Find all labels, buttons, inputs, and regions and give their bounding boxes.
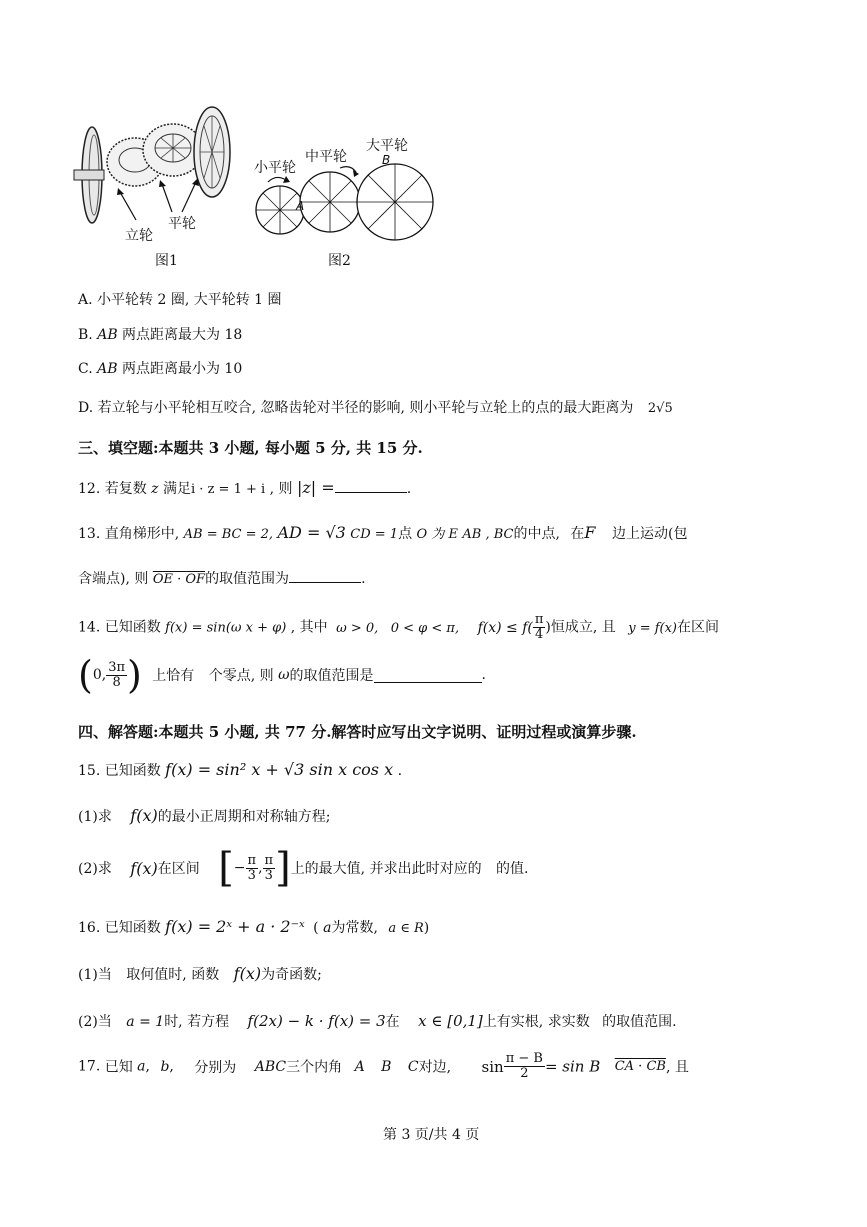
q15-p2-text3: 的值. (496, 861, 529, 877)
q15-p2-text2: 上的最大值, 并求出此时对应的 (290, 861, 482, 877)
option-b-label: B. (78, 327, 98, 343)
s3-mid2: 分, 共 (325, 439, 377, 457)
q14-func: f(x) = sin(ω x + φ) (165, 620, 287, 636)
question-15-part-1 (78, 806, 330, 826)
question-16-part-2 (78, 1011, 677, 1031)
mid-wheel (300, 172, 360, 232)
q14-phi-cond: 0 < φ < π, (390, 620, 460, 636)
q13-text2: 点 (398, 526, 413, 542)
q17-sin-post: = sin B (544, 1057, 601, 1076)
q16-a: a (323, 920, 332, 936)
q14-end: . (481, 667, 486, 683)
question-13-line2 (78, 568, 366, 588)
q14-text1: 已知函数 (100, 619, 161, 636)
q17-B: B (381, 1058, 392, 1075)
s4-total: 77 (285, 723, 306, 741)
s3-total: 15 (376, 439, 398, 457)
q15-hi-num: π (264, 852, 274, 868)
q14-yfx: y = f(x) (628, 620, 678, 636)
q15-num: 15. (78, 763, 101, 779)
q17-text3: 三个内角 (286, 1059, 343, 1076)
q12-z: z (151, 481, 159, 497)
q14-pi: π (534, 612, 544, 627)
q17-a: a (137, 1058, 146, 1075)
q13-ab-bc2: AB , BC (462, 527, 514, 542)
q14-num: 14. (78, 619, 101, 636)
q15-lo-den: 3 (247, 867, 256, 883)
s4-end: 分.解答时应写出文字说明、证明过程或演算步骤. (305, 723, 637, 741)
label-large-wheel: 大平轮 (366, 138, 408, 154)
q17-vec: CA · CB (614, 1059, 666, 1074)
q16-p2-text1: 时, 若方程 (164, 1014, 230, 1030)
q15-close-bracket: ] (275, 845, 291, 891)
option-c-ab: AB (97, 361, 118, 377)
q13-text3: 的中点, (513, 526, 560, 542)
q17-sin-frac (504, 1052, 545, 1081)
q17-C: C (407, 1058, 419, 1075)
q14-four: 4 (534, 627, 544, 642)
q15-lo-frac (246, 854, 259, 883)
q14-omega-cond: ω > 0, (336, 620, 379, 636)
q17-b: b (160, 1058, 170, 1075)
point-b: B (382, 153, 391, 167)
q16-p1-text1: 取何值时, 函数 (126, 967, 220, 983)
q14-text7: 的取值范围是 (289, 668, 374, 684)
q14-omega: ω (278, 667, 290, 683)
option-c (78, 358, 242, 378)
q13-text1: 直角梯形中, (100, 526, 180, 542)
figure-1-caption: 图1 (155, 253, 178, 269)
q17-sin-pre: sin (481, 1057, 504, 1076)
section-3-heading (78, 437, 423, 458)
q15-end: . (393, 763, 403, 779)
q16-func: f(x) = 2ˣ + a · 2⁻ˣ (165, 917, 305, 936)
q14-pi-over-4 (533, 613, 546, 642)
q14-interval-0: 0, (92, 667, 107, 683)
q14-answer-blank[interactable] (374, 668, 482, 683)
q15-text1: 已知函数 (100, 763, 161, 779)
q16-p1-fx: f(x) (233, 964, 262, 983)
question-14 (78, 613, 719, 642)
q15-p2-fx: f(x) (130, 858, 158, 878)
option-d (78, 397, 673, 417)
q17-num: 17. (78, 1058, 101, 1075)
q15-p2-text1: 在区间 (157, 861, 200, 877)
s3-score: 5 (315, 439, 326, 457)
q13-oe: O 为 E (416, 527, 458, 542)
q12-cond: i · z = 1 + i (191, 482, 266, 497)
q17-text2: 分别为 (194, 1059, 237, 1076)
q16-text2: ( (313, 920, 319, 936)
s3-n: 3 (208, 439, 220, 457)
q13-cd: CD = 1 (350, 527, 399, 542)
question-13 (78, 523, 687, 543)
q16-text4: ) (423, 920, 430, 936)
label-flat-wheel: 平轮 (168, 216, 196, 232)
q13-f: F (584, 523, 596, 542)
q15-p1-fx: f(x) (130, 806, 158, 825)
q13-line2-mid: 的取值范围为 (205, 571, 290, 587)
large-wheel-2 (357, 164, 433, 240)
label-vertical-wheel: 立轮 (125, 228, 153, 244)
page-footer: 第 3 页/共 4 页 (383, 1127, 480, 1143)
q16-text3: 为常数, (331, 920, 378, 936)
s3-end: 分. (397, 439, 423, 457)
q15-comma: , (258, 860, 263, 876)
question-12 (78, 478, 411, 498)
option-d-value: 2√5 (647, 401, 673, 416)
option-b (78, 324, 242, 344)
q13-answer-blank[interactable] (289, 568, 361, 583)
s4-n: 5 (208, 723, 220, 741)
q15-hi-den: 3 (264, 867, 273, 883)
q16-p2-x: x ∈ [0,1] (418, 1012, 483, 1030)
q13-text4: 在 (570, 526, 585, 542)
q16-text1: 已知函数 (100, 920, 161, 936)
q12-end: . (406, 481, 412, 497)
q16-p2-eq: f(2x) − k · f(x) = 3 (247, 1012, 386, 1030)
point-a: A (296, 199, 305, 213)
q12-abs-z: |z| = (296, 478, 335, 497)
q16-p2-text2: 在 (385, 1014, 400, 1030)
q17-sin-den: 2 (520, 1066, 529, 1081)
figure-1-gears (70, 100, 245, 250)
option-b-text: 两点距离最大为 18 (117, 327, 243, 343)
q14-text3: 恒成立, 且 (550, 619, 616, 636)
q12-text1: 若复数 (100, 481, 147, 497)
q16-p2-a: a = 1 (126, 1014, 165, 1030)
option-d-text: D. 若立轮与小平轮相互咬合, 忽略齿轮对半径的影响, 则小平轮与立轮上的点的最大距离为 (78, 400, 634, 416)
label-mid-wheel: 中平轮 (305, 149, 347, 165)
q14-ineq: f(x) ≤ f( (477, 619, 533, 636)
q13-ab-bc: AB = BC = 2, (183, 527, 274, 542)
q16-p2-label: (2)当 (78, 1014, 112, 1030)
q15-hi-frac (263, 854, 276, 883)
q14-ineq-end: ) (545, 619, 551, 636)
q14-open-paren: ( (78, 653, 93, 697)
s3-mid: 小题, 每小题 (219, 439, 316, 457)
question-15-part-2 (78, 845, 529, 891)
q17-A: A (354, 1058, 365, 1075)
q14-interval-den: 8 (112, 674, 121, 690)
q17-text1: 已知 (100, 1059, 133, 1076)
q13-vec: OE · OF (152, 572, 206, 587)
q14-text6: 个零点, 则 (208, 668, 274, 684)
q13-line2-end: . (361, 571, 366, 587)
q16-p2-text3: 上有实根, 求实数 (482, 1014, 590, 1030)
q14-interval-num: 3π (108, 659, 126, 675)
q13-ad: AD = √3 (277, 523, 346, 542)
q15-lo-num: π (247, 852, 257, 868)
q15-p1-label: (1)求 (78, 809, 112, 825)
label-small-wheel: 小平轮 (254, 160, 296, 176)
question-16 (78, 917, 429, 937)
q14-interval-frac (106, 661, 127, 690)
q12-num: 12. (78, 481, 101, 497)
question-15 (78, 760, 402, 780)
q15-open-bracket: [ (218, 845, 234, 891)
q17-sin-num: π − B (505, 1051, 543, 1066)
q16-p2-text4: 的取值范围. (602, 1014, 677, 1030)
q16-num: 16. (78, 920, 101, 936)
q12-answer-blank[interactable] (335, 478, 407, 493)
q14-close-paren: ) (127, 653, 142, 697)
q13-line2-pre: 含端点), 则 (78, 571, 149, 587)
q13-num: 13. (78, 526, 101, 542)
section-4-heading (78, 721, 637, 742)
q15-p2-label: (2)求 (78, 861, 112, 877)
q17-abc: ABC (254, 1058, 287, 1075)
question-14-line2 (78, 653, 486, 697)
s3-pre: 三、填空题:本题共 (78, 439, 209, 457)
q15-p1-text: 的最小正周期和对称轴方程; (157, 809, 331, 825)
q16-p1-text2: 为奇函数; (261, 967, 322, 983)
q16-cond: a ∈ R (388, 921, 424, 936)
question-16-part-1 (78, 964, 322, 984)
s4-pre: 四、解答题:本题共 (78, 723, 209, 741)
option-c-text: 两点距离最小为 10 (117, 361, 243, 377)
q17-text5: , 且 (665, 1059, 689, 1076)
s4-mid: 小题, 共 (219, 723, 286, 741)
q16-p1-label: (1)当 (78, 967, 112, 983)
q15-func: f(x) = sin² x + √3 sin x cos x (165, 760, 394, 779)
q14-text5: 上恰有 (152, 668, 195, 684)
figure-2-caption: 图2 (328, 253, 351, 269)
q14-text2: , 其中 (286, 619, 328, 636)
option-b-ab: AB (97, 327, 118, 343)
q12-text3: , 则 (265, 481, 293, 497)
q12-text2: 满足 (163, 481, 192, 497)
option-a: A. 小平轮转 2 圈, 大平轮转 1 圈 (78, 292, 282, 308)
q17-text4: 对边, (418, 1059, 452, 1076)
question-17: 17. 已知 a, b, 分别为 ABC三个内角 A B C对边, sin $\frac{\pi - B}{2}$ = sin B CA · CB, 且 (78, 1051, 689, 1081)
option-c-label: C. (78, 361, 98, 377)
q15-minus: − (233, 860, 246, 876)
q14-text4: 在区间 (677, 619, 720, 636)
q13-text5: 边上运动(包 (611, 526, 688, 542)
